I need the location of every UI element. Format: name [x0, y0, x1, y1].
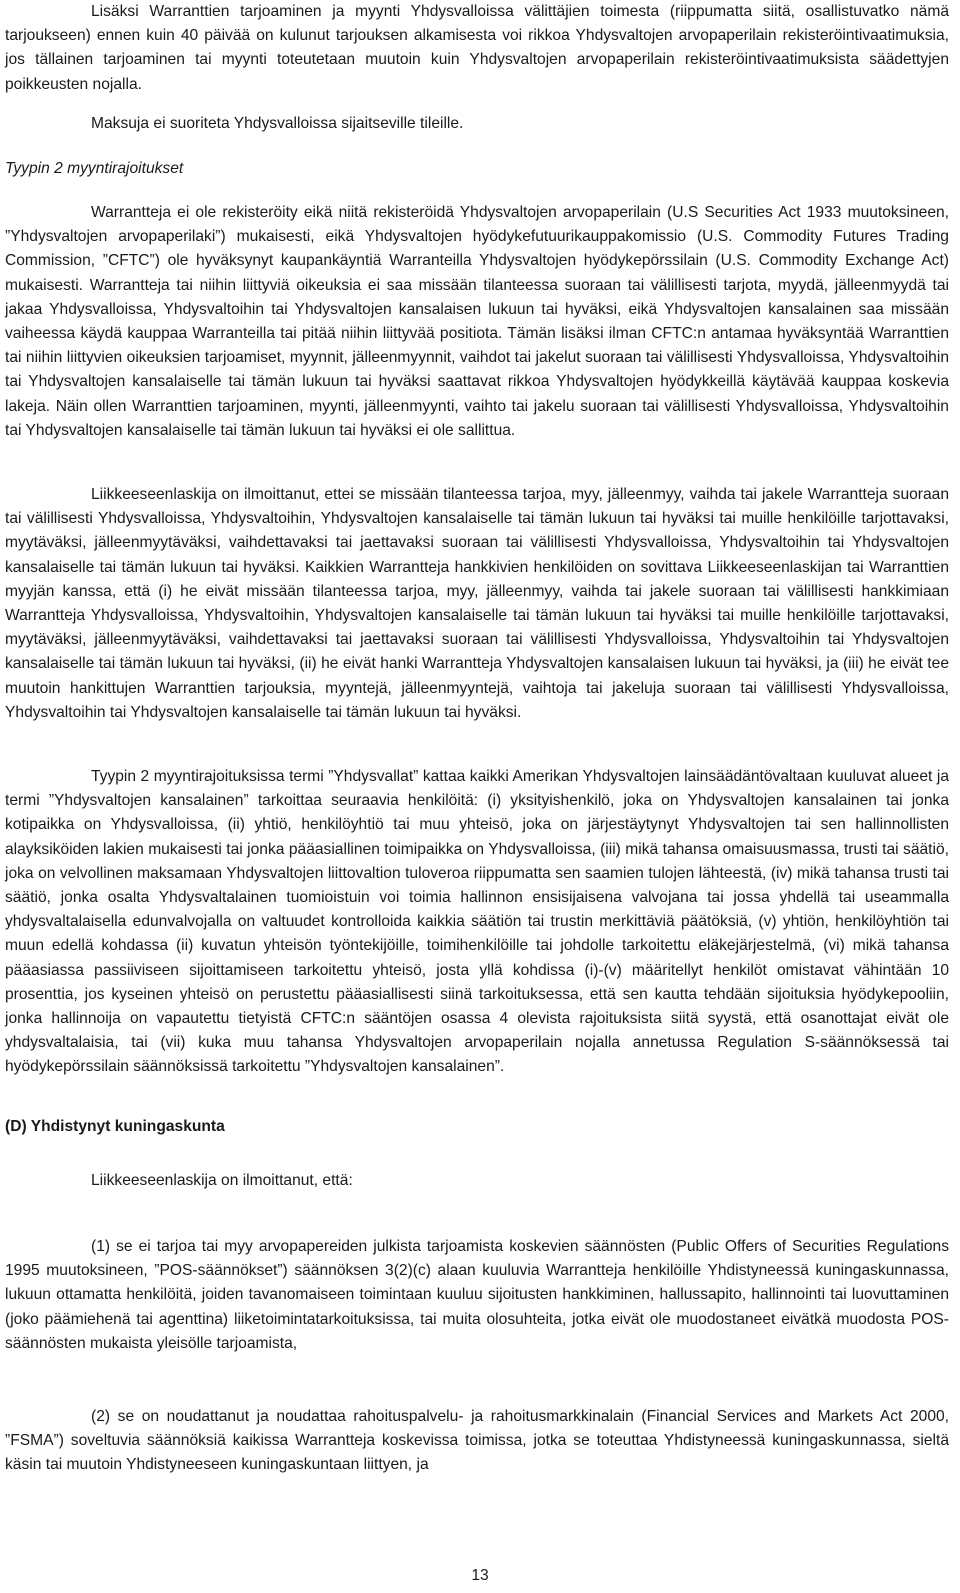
- paragraph-type2-issuer-undertaking: Liikkeeseenlaskija on ilmoittanut, ettei se missään tilanteessa tarjoa, myy, jälleenmyy, vaihda tai jakele Warrantteja suoraan tai välillisesti Yhdysvalloissa, Yhdysvaltoihin, Yhdysvaltojen kansalaiselle tai tämän lukuun tai hyväksi tai muille henkilöille tarjottavaksi, myytäväksi, jälleenmyytäväksi, vaihdettavaksi tai jaettavaksi suoraan tai välillisesti Yhdysvalloissa, Yhdysvaltoihin tai Yhdysvaltojen kansalaiselle tai tämän lukuun tai hyväksi. Kaikkien Warrantteja hankkivien henkilöiden on sovittava Liikkeeseenlaskijan tai Warranttien myyjän kanssa, että (i) he eivät missään tilanteessa tarjoa, myy, jälleenmyy, vaihda tai jakele suoraan tai välillisesti hankkimiaan Warrantteja Yhdysvalloissa, Yhdysvaltoihin, Yhdysvaltojen kansalaiselle tai tämän lukuun tai hyväksi tai muille henkilöille tarjottavaksi, myytäväksi, jälleenmyytäväksi, vaihdettavaksi tai jaettavaksi suoraan tai välillisesti Yhdysvalloissa, Yhdysvaltoihin tai Yhdysvaltojen kansalaiselle tai tämän lukuun tai hyväksi, (ii) he eivät hanki Warrantteja Yhdysvaltojen kansalaisen lukuun tai hyväksi, ja (iii) he eivät tee muutoin hankittujen Warranttien tarjouksia, myyntejä, jälleenmyyntejä, vaihtoja tai jakeluja suoraan tai välillisesti Yhdysvalloissa, Yhdysvaltoihin tai Yhdysvaltojen kansalaiselle tai tämän lukuun tai hyväksi.: [5, 486, 949, 721]
- heading-united-kingdom: (D) Yhdistynyt kuningaskunta: [5, 1118, 225, 1135]
- paragraph-uk-intro: Liikkeeseenlaskija on ilmoittanut, että:: [91, 1172, 353, 1189]
- paragraph-intro: Lisäksi Warranttien tarjoaminen ja myynti Yhdysvalloissa välittäjien toimesta (riippumatta siitä, osallistuvatko nämä tarjoukseen) ennen kuin 40 päivää on kulunut tarjouksen alkamisesta voi rikkoa Yhdysvaltojen arvopaperilain rekisteröintivaatimuksia, jos tällainen tarjoaminen tai myynti toteutetaan muutoin kuin Yhdysvaltojen arvopaperilain rekisteröintivaatimuksista säädettyjen poikkeusten nojalla.: [5, 3, 949, 93]
- paragraph-type2-registration: Warrantteja ei ole rekisteröity eikä niitä rekisteröidä Yhdysvaltojen arvopaperilain (U.S Securities Act 1933 muutoksineen, ”Yhdysvaltojen arvopaperilaki”) mukaisesti, eikä Yhdysvaltojen hyödykefutuurikauppakomissio (U.S. Commodity Futures Trading Commission, ”CFTC”) ole hyväksynyt kaupankäyntiä Warranteilla Yhdysvaltojen hyödykepörssilain (U.S. Commodity Exchange Act) mukaisesti. Warrantteja tai niihin liittyviä oikeuksia ei saa missään tilanteessa suoraan tai välillisesti tarjota, myydä, jälleenmyydä tai jakaa Yhdysvalloissa, Yhdysvaltoihin tai Yhdysvaltojen kansalaisen lukuun tai hyväksi, eikä Yhdysvaltojen kansalainen saa missään vaiheessa käydä kauppaa Warranteilla tai pitää niihin liittyvää positiota. Tämän lisäksi ilman CFTC:n antamaa hyväksyntää Warranttien tai niihin liittyvien oikeuksien tarjoamiset, myynnit, jälleenmyynnit, vaihdot tai jakelut suoraan tai välillisesti Yhdysvalloissa, Yhdysvaltoihin tai Yhdysvaltojen kansalaiselle tai tämän lukuun tai hyväksi saattavat rikkoa Yhdysvaltojen hyödykkeillä käytävää kauppaa koskevia lakeja. Näin ollen Warranttien tarjoaminen, myynti, jälleenmyynti, vaihto tai jakelu suoraan tai välillisesti Yhdysvalloissa, Yhdysvaltoihin tai Yhdysvaltojen kansalaiselle tai tämän lukuun tai hyväksi ei ole sallittua.: [5, 204, 949, 439]
- paragraph-uk-item-1: (1) se ei tarjoa tai myy arvopapereiden julkista tarjoamista koskevien säännösten (Public Offers of Securities Regulations 1995 muutoksineen, ”POS-säännökset”) säännöksen 3(2)(c) alaan kuuluvia Warrantteja henkilöille Yhdistyneessä kuningaskunnassa, lukuun ottamatta henkilöitä, joiden tavanomaiseen toimintaan kuuluu sijoitusten hankkiminen, hallussapito, hallinnointi tai luovuttaminen (joko päämiehenä tai agenttina) liiketoimintatarkoituksissa, tai muita olosuhteita, jotka eivät ole muodostaneet eivätkä muodosta POS-säännösten mukaista yleisölle tarjoamista,: [5, 1238, 949, 1352]
- paragraph-uk-item-2: (2) se on noudattanut ja noudattaa rahoituspalvelu- ja rahoitusmarkkinalain (Financial Services and Markets Act 2000, ”FSMA”) soveltuvia säännöksiä kaikissa Warrantteja koskevissa toimissa, jotka se toteuttaa Yhdistyneessä kuningaskunnassa, sieltä käsin tai muutoin Yhdistyneeseen kuningaskuntaan liittyen, ja: [5, 1408, 949, 1474]
- page-number: 13: [471, 1567, 489, 1584]
- paragraph-type2-definitions: Tyypin 2 myyntirajoituksissa termi ”Yhdysvallat” kattaa kaikki Amerikan Yhdysvaltojen lainsäädäntövaltaan kuuluvat alueet ja termi ”Yhdysvaltojen kansalainen” tarkoittaa seuraavia henkilöitä: (i) yksityishenkilö, joka on Yhdysvaltojen kansalainen tai jonka kotipaikka on Yhdysvalloissa, (ii) yhtiö, henkilöyhtiö tai muu yhteisö, joka on järjestäytynyt Yhdysvaltojen tai sen hallinnollisten alayksiköiden lakien mukaisesti tai jonka pääasiallinen toimipaikka on Yhdysvalloissa, (iii) mikä tahansa omaisuusmassa, trusti tai säätiö, joka on velvollinen maksamaan Yhdysvaltojen liittovaltion tuloveroa riippumatta sen saamien tulojen lähteestä, (iv) mikä tahansa trusti tai säätiö, jonka osalta Yhdysvaltalainen tuomioistuin voi toimia hallinnon ensisijaisena valvojana tai jossa yhdellä tai useammalla yhdysvaltalaisella edunvalvojalla on valtuudet kontrolloida kaikkia säätiön tai trustin merkittäviä päätöksiä, (v) yhtiön, henkilöyhtiön tai muun edellä kohdassa (ii) kuvatun yhteisön työntekijöille, toimihenkilöille tai johdolle tarkoitettu eläkejärjestelmä, (vi) mikä tahansa pääasiassa passiiviseen sijoittamiseen tarkoitettu yhteisö, josta yllä kohdissa (i)-(v) määritellyt henkilöt omistavat vähintään 10 prosenttia, jos kyseinen yhteisö on perustettu pääasiallisesti siinä tarkoituksessa, että sen kautta tehdään sijoituksia hyödykepooliin, jonka hallinnoija on vapautettu tietyistä CFTC:n sääntöjen osassa 4 olevista rajoituksista siitä syystä, että osanottajat eivät ole yhdysvaltalaisia, tai (vii) kuka muu tahansa Yhdysvaltojen arvopaperilain nojalla annetussa Regulation S-säännöksessä tai hyödykepörssilain säännöksissä tarkoitettu ”Yhdysvaltojen kansalainen”.: [5, 768, 949, 1076]
- paragraph-fees: Maksuja ei suoriteta Yhdysvalloissa sijaitseville tileille.: [91, 115, 464, 132]
- heading-type2-restrictions: Tyypin 2 myyntirajoitukset: [5, 160, 184, 177]
